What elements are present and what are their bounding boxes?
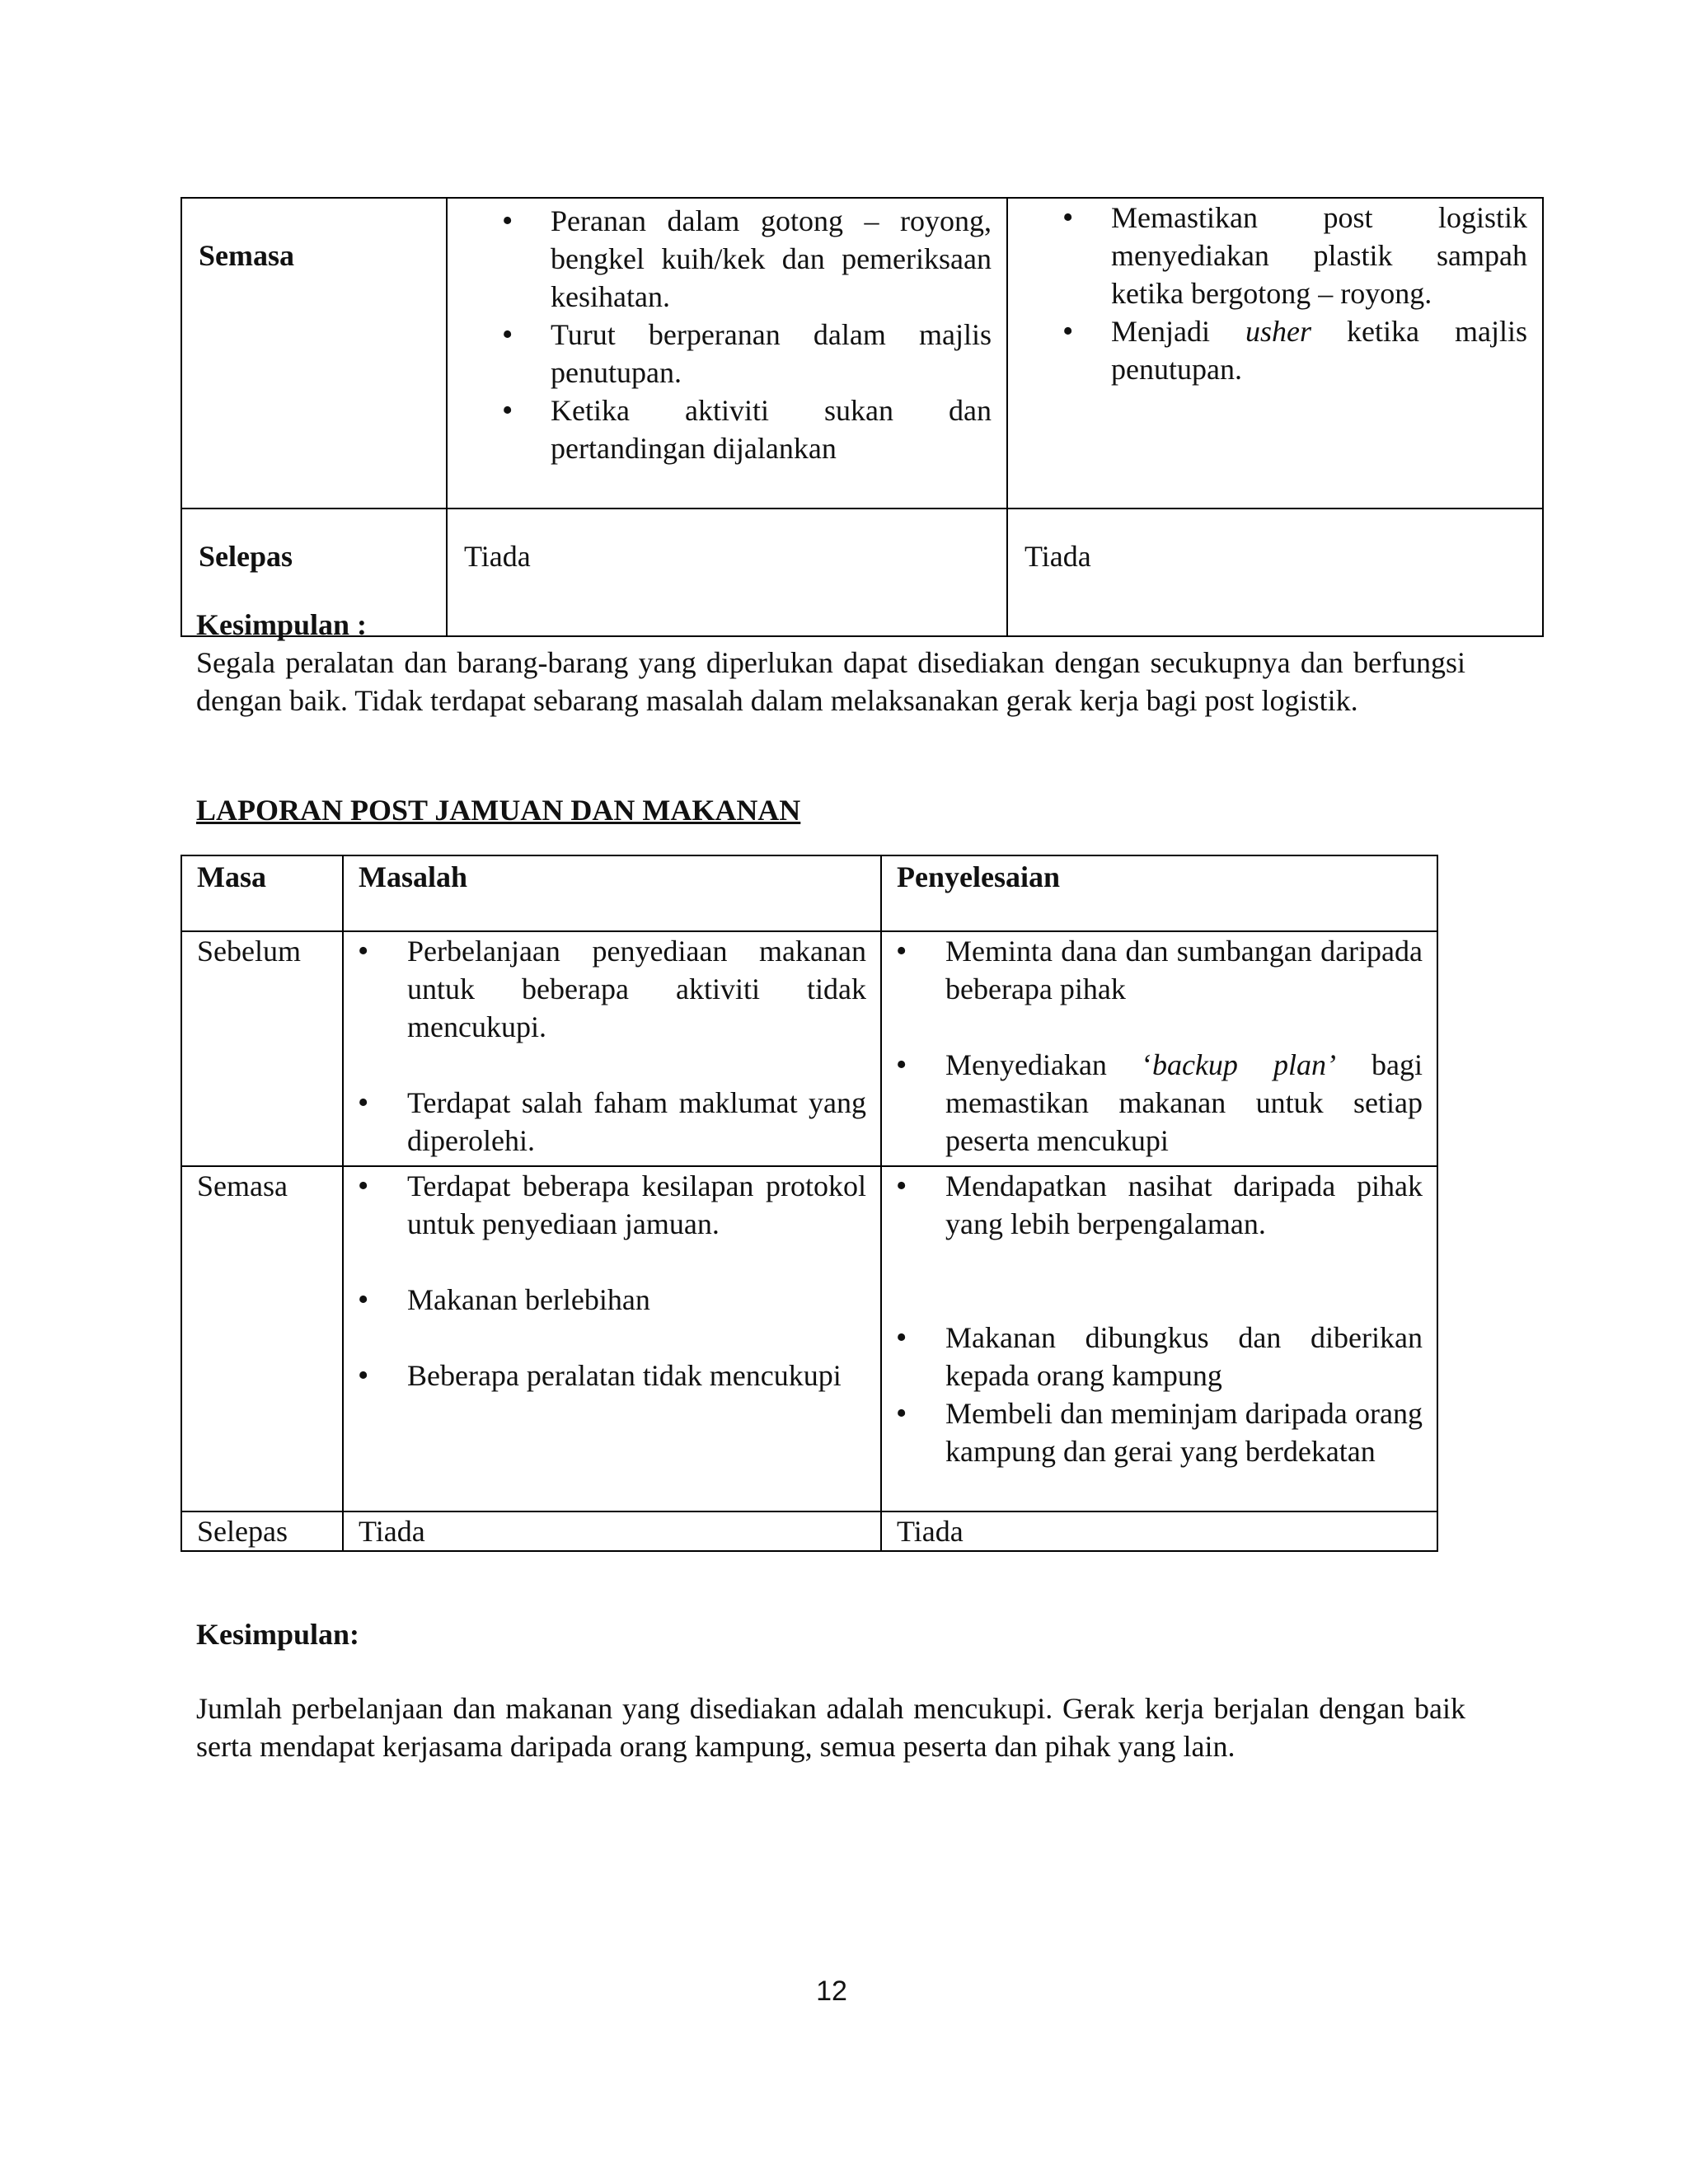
logistik-table (181, 197, 1544, 637)
table-row-selepas (181, 1511, 1437, 1551)
text-span: Menyediakan ‘ (945, 1048, 1152, 1081)
penyelesaian-cell (881, 931, 1437, 1166)
kesimpulan-logistik (196, 606, 1465, 719)
list-item: • Ketika aktiviti sukan dan pertandingan dijalankan (448, 391, 1006, 467)
semasa-tugas-cell (1007, 198, 1543, 509)
text-span: bagi memastikan makanan untuk setiap peserta mencukupi (945, 1048, 1423, 1157)
row-label: Selepas (181, 509, 447, 636)
kesimpulan-jamuan (196, 1615, 1465, 1765)
list-item (882, 1046, 1437, 1160)
list-item (1008, 312, 1542, 388)
italic-term: backup plan’ (1151, 1048, 1336, 1081)
row-label: Semasa (181, 1166, 343, 1511)
section-heading: Kesimpulan : (196, 608, 368, 641)
text-span: Menjadi (1111, 315, 1245, 348)
list-item: • Turut berperanan dalam majlis penutupan. (448, 316, 1006, 391)
column-header: Penyelesaian (881, 855, 1437, 931)
paragraph: Segala peralatan dan barang-barang yang diperlukan dapat disediakan dengan secukupnya dan berfungsi dengan baik. Tidak terdapat sebarang masalah dalam melaksanakan gerak kerja bagi post logistik. (196, 646, 1465, 717)
list-item: • Makanan dibungkus dan diberikan kepada orang kampung (882, 1319, 1437, 1394)
list-item: • Peranan dalam gotong – royong, bengkel kuih/kek dan pemeriksaan kesihatan. (448, 202, 1006, 316)
masalah-cell (343, 931, 881, 1166)
jamuan-table (181, 855, 1438, 1552)
table-row-sebelum (181, 931, 1437, 1166)
list-item: • Perbelanjaan penyediaan makanan untuk beberapa aktiviti tidak mencukupi. (344, 932, 880, 1046)
row-label: Selepas (181, 1511, 343, 1551)
page-number: 12 (816, 1975, 847, 2007)
list-item: • Memastikan post logistik menyediakan plastik sampah ketika bergotong – royong. (1008, 199, 1542, 312)
list-item: • Makanan berlebihan (344, 1281, 880, 1319)
row-label: Semasa (181, 198, 447, 509)
table-row-semasa (181, 198, 1543, 509)
list-item: • Terdapat salah faham maklumat yang diperolehi. (344, 1084, 880, 1160)
semasa-peranan-cell (447, 198, 1007, 509)
table-header-row (181, 855, 1437, 931)
list-item: • Terdapat beberapa kesilapan protokol untuk penyediaan jamuan. (344, 1167, 880, 1243)
italic-term: usher (1245, 315, 1311, 348)
text-span: ketika majlis penutupan. (1111, 315, 1527, 386)
table-cell: Tiada (1007, 509, 1543, 636)
column-header: Masa (181, 855, 343, 931)
table-cell: Tiada (881, 1511, 1437, 1551)
list-item: • Membeli dan meminjam daripada orang kampung dan gerai yang berdekatan (882, 1394, 1437, 1470)
penyelesaian-cell (881, 1166, 1437, 1511)
section-title: LAPORAN POST JAMUAN DAN MAKANAN (196, 794, 801, 827)
masalah-cell (343, 1166, 881, 1511)
list-item: • Beberapa peralatan tidak mencukupi (344, 1357, 880, 1394)
table-row-semasa (181, 1166, 1437, 1511)
paragraph: Jumlah perbelanjaan dan makanan yang disediakan adalah mencukupi. Gerak kerja berjalan dengan baik serta mendapat kerjasama daripada orang kampung, semua peserta dan pihak yang lain. (196, 1692, 1465, 1763)
table-cell: Tiada (343, 1511, 881, 1551)
table-cell: Tiada (447, 509, 1007, 636)
section-heading: Kesimpulan: (196, 1618, 360, 1651)
list-item: • Mendapatkan nasihat daripada pihak yang lebih berpengalaman. (882, 1167, 1437, 1243)
column-header: Masalah (343, 855, 881, 931)
row-label: Sebelum (181, 931, 343, 1166)
list-item: • Meminta dana dan sumbangan daripada beberapa pihak (882, 932, 1437, 1008)
